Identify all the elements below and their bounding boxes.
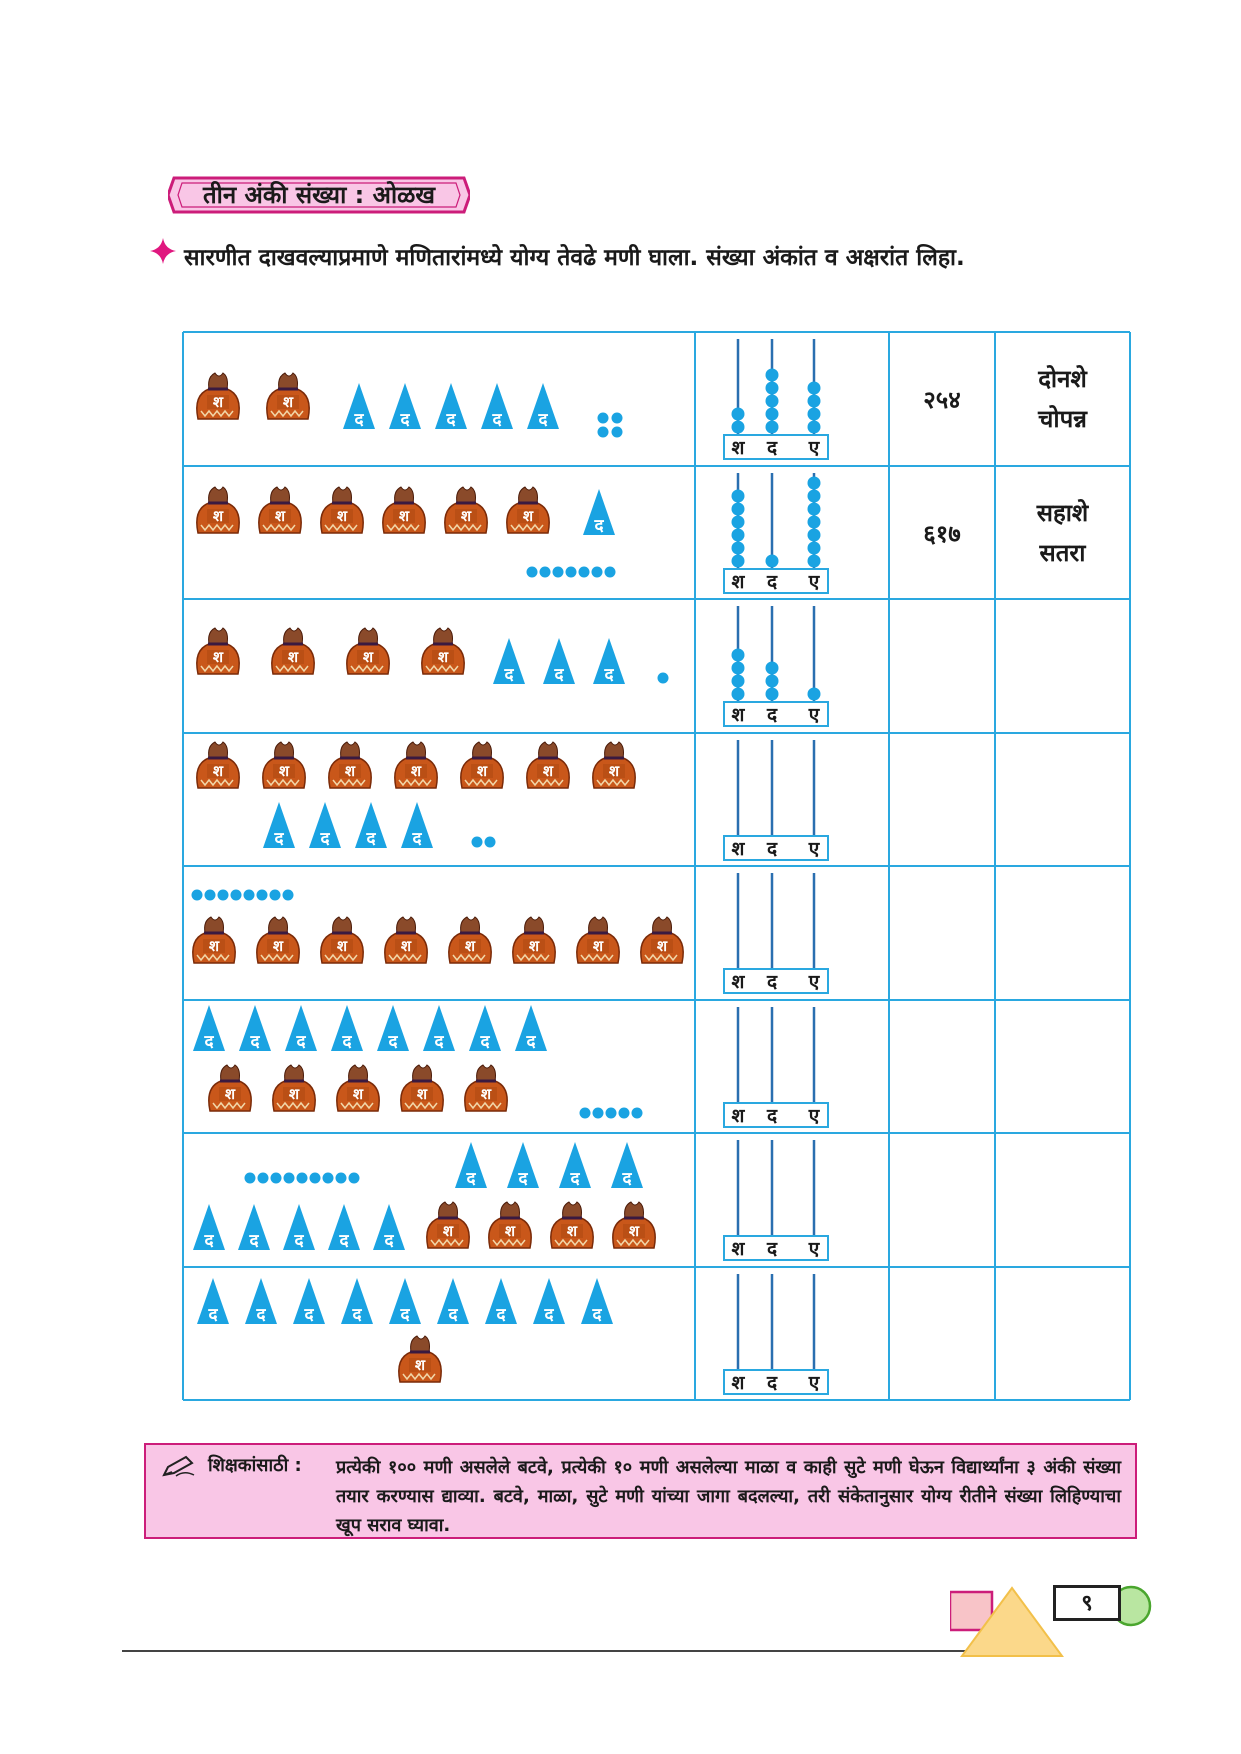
bag-symbol: श [400, 937, 412, 955]
number-word: सतरा [1039, 539, 1086, 567]
cone-icon [309, 802, 341, 849]
bag-symbol: श [416, 1085, 428, 1103]
cone-icon [193, 1204, 225, 1251]
cone-symbol: द [339, 1231, 349, 1251]
cone-symbol: द [412, 829, 422, 849]
money-bag-icon [273, 1065, 315, 1111]
money-bag-icon [209, 1065, 251, 1111]
bag-symbol: श [398, 507, 410, 525]
cone-symbol: द [304, 1305, 314, 1325]
number-cell: २५४ [923, 385, 961, 414]
abacus-bead [808, 408, 821, 421]
abacus-bead [732, 688, 745, 701]
abacus-bead [808, 516, 821, 529]
words-cell [996, 734, 1129, 866]
money-bag-icon [197, 742, 239, 788]
bag-symbol: श [208, 937, 220, 955]
words-cell [996, 1268, 1129, 1400]
cone-symbol: द [518, 1169, 528, 1189]
objects-cell [185, 467, 693, 599]
money-bag-icon [513, 917, 555, 963]
cone-symbol: द [294, 1231, 304, 1251]
cone-icon [341, 1278, 373, 1325]
bead-icon [192, 890, 203, 901]
instruction-text: सारणीत दाखवल्याप्रमाणे मणितारांमध्ये योग्य तेवढे मणी घाला. संख्या अंकांत व अक्षरांत लिहा. [184, 245, 965, 271]
words-cell [996, 467, 1129, 599]
cone-symbol: द [400, 1305, 410, 1325]
abacus-label: द [766, 437, 778, 459]
bead-icon [297, 1173, 308, 1184]
abacus-bead [732, 503, 745, 516]
bag-symbol: श [628, 1222, 640, 1240]
abacus-bead [808, 503, 821, 516]
abacus-bead [766, 421, 779, 434]
cone-icon [469, 1005, 501, 1052]
objects-cell [185, 1134, 693, 1266]
cone-symbol: द [594, 516, 604, 536]
bag-symbol: श [542, 762, 554, 780]
bead-icon [598, 413, 609, 424]
cone-symbol: द [496, 1305, 506, 1325]
bag-symbol: श [476, 762, 488, 780]
cone-symbol: द [526, 1032, 536, 1052]
cone-symbol: द [249, 1231, 259, 1251]
bead-icon [258, 1173, 269, 1184]
abacus-bead [766, 688, 779, 701]
cone-icon [533, 1278, 565, 1325]
money-bag-icon [641, 917, 683, 963]
bag-symbol: श [656, 937, 668, 955]
words-cell [996, 1134, 1129, 1266]
cone-symbol: द [622, 1169, 632, 1189]
money-bag-icon [527, 742, 569, 788]
cone-icon [293, 1278, 325, 1325]
abacus-label: ए [808, 838, 820, 860]
cone-icon [593, 638, 625, 685]
bag-symbol: श [460, 507, 472, 525]
abacus-bead [766, 369, 779, 382]
bead-icon [566, 567, 577, 578]
bag-symbol: श [608, 762, 620, 780]
abacus-label: द [766, 704, 778, 726]
bag-symbol: श [414, 1356, 426, 1374]
bag-symbol: श [212, 507, 224, 525]
bead-icon [244, 890, 255, 901]
cone-symbol: द [352, 1305, 362, 1325]
section-heading [168, 172, 470, 218]
cone-icon [485, 1278, 517, 1325]
abacus-bead [766, 395, 779, 408]
abacus-label: श [731, 1372, 745, 1394]
bead-icon [593, 1108, 604, 1119]
table-grid-line [1129, 332, 1131, 1400]
money-bag-icon [337, 1065, 379, 1111]
section-heading-text: तीन अंकी संख्या : ओळख [202, 181, 436, 209]
cone-symbol: द [296, 1032, 306, 1052]
cone-icon [355, 802, 387, 849]
bag-symbol: श [282, 393, 294, 411]
abacus-bead [732, 649, 745, 662]
bead-icon [598, 427, 609, 438]
money-bag-icon [577, 917, 619, 963]
words-cell [996, 1001, 1129, 1133]
bag-symbol: श [224, 1085, 236, 1103]
bead-icon [245, 1173, 256, 1184]
bead-icon [540, 567, 551, 578]
table-grid-line [182, 332, 184, 1400]
bead-icon [283, 890, 294, 901]
cone-icon [437, 1278, 469, 1325]
cone-icon [245, 1278, 277, 1325]
bag-symbol: श [212, 648, 224, 666]
objects-cell [185, 333, 693, 465]
cone-icon [263, 802, 295, 849]
bead-icon [619, 1108, 630, 1119]
bag-symbol: श [528, 937, 540, 955]
cone-symbol: द [366, 829, 376, 849]
abacus-label: श [731, 1105, 745, 1127]
abacus [696, 333, 888, 465]
cone-icon [239, 1005, 271, 1052]
cone-icon [455, 1142, 487, 1189]
abacus-label: श [731, 437, 745, 459]
abacus-label: द [766, 571, 778, 593]
cone-icon [435, 383, 467, 430]
cone-symbol: द [250, 1032, 260, 1052]
abacus-bead [808, 477, 821, 490]
abacus [696, 467, 888, 599]
bead-icon [606, 1108, 617, 1119]
abacus-label: ए [808, 704, 820, 726]
abacus-bead [732, 516, 745, 529]
money-bag-icon [259, 487, 301, 533]
abacus [696, 867, 888, 999]
teacher-note-label: शिक्षकांसाठी : [208, 1455, 302, 1476]
money-bag-icon [321, 917, 363, 963]
abacus [696, 1001, 888, 1133]
number-cell [890, 1134, 994, 1266]
cone-symbol: द [320, 829, 330, 849]
abacus-bead [732, 542, 745, 555]
four-point-star-icon [150, 238, 176, 264]
pen-icon [162, 1455, 196, 1477]
cone-icon [373, 1204, 405, 1251]
money-bag-icon [385, 917, 427, 963]
abacus-label: श [731, 571, 745, 593]
abacus-bead [766, 675, 779, 688]
bead-icon [553, 567, 564, 578]
cone-symbol: द [388, 1032, 398, 1052]
money-bag-icon [267, 373, 309, 419]
bag-symbol: श [592, 937, 604, 955]
money-bag-icon [197, 373, 239, 419]
money-bag-icon [461, 742, 503, 788]
bead-icon [284, 1173, 295, 1184]
abacus-label: ए [808, 1238, 820, 1260]
money-bag-icon [329, 742, 371, 788]
money-bag-icon [383, 487, 425, 533]
money-bag-icon [401, 1065, 443, 1111]
bag-symbol: श [464, 937, 476, 955]
cone-symbol: द [342, 1032, 352, 1052]
abacus-label: श [731, 1238, 745, 1260]
money-bag-icon [399, 1336, 441, 1382]
number-cell [890, 734, 994, 866]
cone-icon [507, 1142, 539, 1189]
abacus [696, 1268, 888, 1400]
bead-icon [579, 567, 590, 578]
bag-symbol: श [278, 762, 290, 780]
bag-symbol: श [504, 1222, 516, 1240]
abacus-bead [766, 555, 779, 568]
cone-icon [527, 383, 559, 430]
cone-icon [389, 1278, 421, 1325]
number-word: दोनशे [1038, 365, 1087, 393]
money-bag-icon [321, 487, 363, 533]
cone-symbol: द [592, 1305, 602, 1325]
bead-icon [658, 673, 669, 684]
bead-icon [605, 567, 616, 578]
money-bag-icon [445, 487, 487, 533]
cone-symbol: द [208, 1305, 218, 1325]
number-cell [890, 867, 994, 999]
abacus-bead [766, 408, 779, 421]
number-cell: ६१७ [923, 519, 961, 548]
money-bag-icon [347, 628, 389, 674]
bead-icon [271, 1173, 282, 1184]
bag-symbol: श [288, 1085, 300, 1103]
teacher-note-text: प्रत्येकी १०० मणी असलेले बटवे, प्रत्येकी १० मणी असलेल्या माळा व काही सुटे मणी घेऊन विद्यार्थ्यांना ३ अंकी संख्या तयार करण्यास द्याव्या. बटवे, माळा, सुटे मणी यांच्या जागा बदलल्या, तरी संकेतानुसार योग्य रीतीने संख्या लिहिण्याचा खूप सराव घ्यावा. [336, 1457, 1121, 1536]
bag-symbol: श [274, 507, 286, 525]
cone-symbol: द [538, 410, 548, 430]
abacus-bead [732, 675, 745, 688]
abacus-label: द [766, 1238, 778, 1260]
bead-icon [270, 890, 281, 901]
money-bag-icon [465, 1065, 507, 1111]
bag-symbol: श [336, 937, 348, 955]
cone-symbol: द [570, 1169, 580, 1189]
cone-symbol: द [492, 410, 502, 430]
bag-symbol: श [437, 648, 449, 666]
abacus-bead [808, 382, 821, 395]
cone-icon [401, 802, 433, 849]
cone-icon [389, 383, 421, 430]
cone-icon [285, 1005, 317, 1052]
cone-symbol: द [354, 410, 364, 430]
bead-icon [323, 1173, 334, 1184]
money-bag-icon [257, 917, 299, 963]
cone-icon [343, 383, 375, 430]
bag-symbol: श [410, 762, 422, 780]
bead-icon [349, 1173, 360, 1184]
bag-symbol: श [272, 937, 284, 955]
cone-icon [543, 638, 575, 685]
abacus-label: ए [808, 1372, 820, 1394]
cone-symbol: द [256, 1305, 266, 1325]
money-bag-icon [507, 487, 549, 533]
money-bag-icon [551, 1202, 593, 1248]
bead-icon [218, 890, 229, 901]
cone-symbol: द [554, 665, 564, 685]
bead-icon [612, 427, 623, 438]
abacus [696, 734, 888, 866]
cone-icon [515, 1005, 547, 1052]
cone-symbol: द [204, 1231, 214, 1251]
abacus-bead [808, 542, 821, 555]
number-cell [890, 600, 994, 732]
cone-icon [283, 1204, 315, 1251]
cone-symbol: द [448, 1305, 458, 1325]
money-bag-icon [272, 628, 314, 674]
abacus-label: श [731, 971, 745, 993]
bag-symbol: श [442, 1222, 454, 1240]
bag-symbol: श [566, 1222, 578, 1240]
cone-icon [328, 1204, 360, 1251]
bag-symbol: श [362, 648, 374, 666]
abacus-label: श [731, 838, 745, 860]
abacus-label: द [766, 1372, 778, 1394]
objects-cell [185, 734, 693, 866]
bag-symbol: श [480, 1085, 492, 1103]
abacus-bead [732, 662, 745, 675]
bead-icon [336, 1173, 347, 1184]
abacus-bead [808, 529, 821, 542]
cone-icon [193, 1005, 225, 1052]
cone-symbol: द [604, 665, 614, 685]
bag-symbol: श [522, 507, 534, 525]
bead-icon [527, 567, 538, 578]
bag-symbol: श [352, 1085, 364, 1103]
number-table [183, 332, 1130, 1400]
bead-icon [612, 413, 623, 424]
cone-symbol: द [504, 665, 514, 685]
cone-icon [423, 1005, 455, 1052]
cone-icon [481, 383, 513, 430]
bag-symbol: श [287, 648, 299, 666]
teacher-note [144, 1443, 1137, 1539]
cone-icon [611, 1142, 643, 1189]
bag-symbol: श [212, 762, 224, 780]
abacus-bead [808, 555, 821, 568]
words-cell [996, 867, 1129, 999]
words-cell [996, 333, 1129, 465]
cone-icon [559, 1142, 591, 1189]
number-word: सहाशे [1036, 499, 1089, 527]
cone-symbol: द [400, 410, 410, 430]
abacus-label: ए [808, 1105, 820, 1127]
money-bag-icon [422, 628, 464, 674]
abacus-bead [732, 555, 745, 568]
cone-icon [238, 1204, 270, 1251]
cone-symbol: द [544, 1305, 554, 1325]
bead-icon [632, 1108, 643, 1119]
cone-icon [493, 638, 525, 685]
money-bag-icon [593, 742, 635, 788]
objects-cell [185, 867, 693, 999]
abacus-bead [732, 490, 745, 503]
cone-symbol: द [480, 1032, 490, 1052]
bead-icon [580, 1108, 591, 1119]
cone-symbol: द [434, 1032, 444, 1052]
cone-symbol: द [446, 410, 456, 430]
bead-icon [205, 890, 216, 901]
cone-symbol: द [466, 1169, 476, 1189]
page-number: ९ [1053, 1585, 1121, 1621]
abacus-bead [808, 395, 821, 408]
cone-icon [331, 1005, 363, 1052]
bead-icon [257, 890, 268, 901]
abacus-bead [808, 688, 821, 701]
number-word: चोपन्न [1038, 405, 1087, 433]
abacus-label: द [766, 838, 778, 860]
bead-icon [231, 890, 242, 901]
abacus-bead [732, 529, 745, 542]
abacus-label: ए [808, 971, 820, 993]
cone-icon [197, 1278, 229, 1325]
cone-symbol: द [204, 1032, 214, 1052]
money-bag-icon [263, 742, 305, 788]
abacus-label: ए [808, 571, 820, 593]
bag-symbol: श [344, 762, 356, 780]
words-cell [996, 600, 1129, 732]
cone-symbol: द [384, 1231, 394, 1251]
money-bag-icon [197, 628, 239, 674]
bag-symbol: श [212, 393, 224, 411]
abacus-label: श [731, 704, 745, 726]
money-bag-icon [489, 1202, 531, 1248]
objects-cell [185, 1001, 693, 1133]
money-bag-icon [193, 917, 235, 963]
money-bag-icon [197, 487, 239, 533]
objects-cell [185, 1268, 693, 1400]
bead-icon [485, 837, 496, 848]
bead-icon [310, 1173, 321, 1184]
money-bag-icon [427, 1202, 469, 1248]
cone-symbol: द [274, 829, 284, 849]
abacus-bead [766, 662, 779, 675]
abacus-bead [808, 421, 821, 434]
money-bag-icon [395, 742, 437, 788]
footer-rule [122, 1650, 997, 1652]
cone-icon [377, 1005, 409, 1052]
abacus-bead [732, 408, 745, 421]
abacus [696, 600, 888, 732]
number-cell [890, 1001, 994, 1133]
bag-symbol: श [336, 507, 348, 525]
bead-icon [592, 567, 603, 578]
bead-icon [472, 837, 483, 848]
abacus-label: ए [808, 437, 820, 459]
cone-icon [581, 1278, 613, 1325]
abacus-bead [808, 490, 821, 503]
abacus [696, 1134, 888, 1266]
cone-icon [583, 489, 615, 536]
money-bag-icon [449, 917, 491, 963]
abacus-bead [732, 421, 745, 434]
abacus-label: द [766, 971, 778, 993]
number-cell [890, 1268, 994, 1400]
abacus-label: द [766, 1105, 778, 1127]
objects-cell [185, 600, 693, 732]
money-bag-icon [613, 1202, 655, 1248]
abacus-bead [766, 382, 779, 395]
